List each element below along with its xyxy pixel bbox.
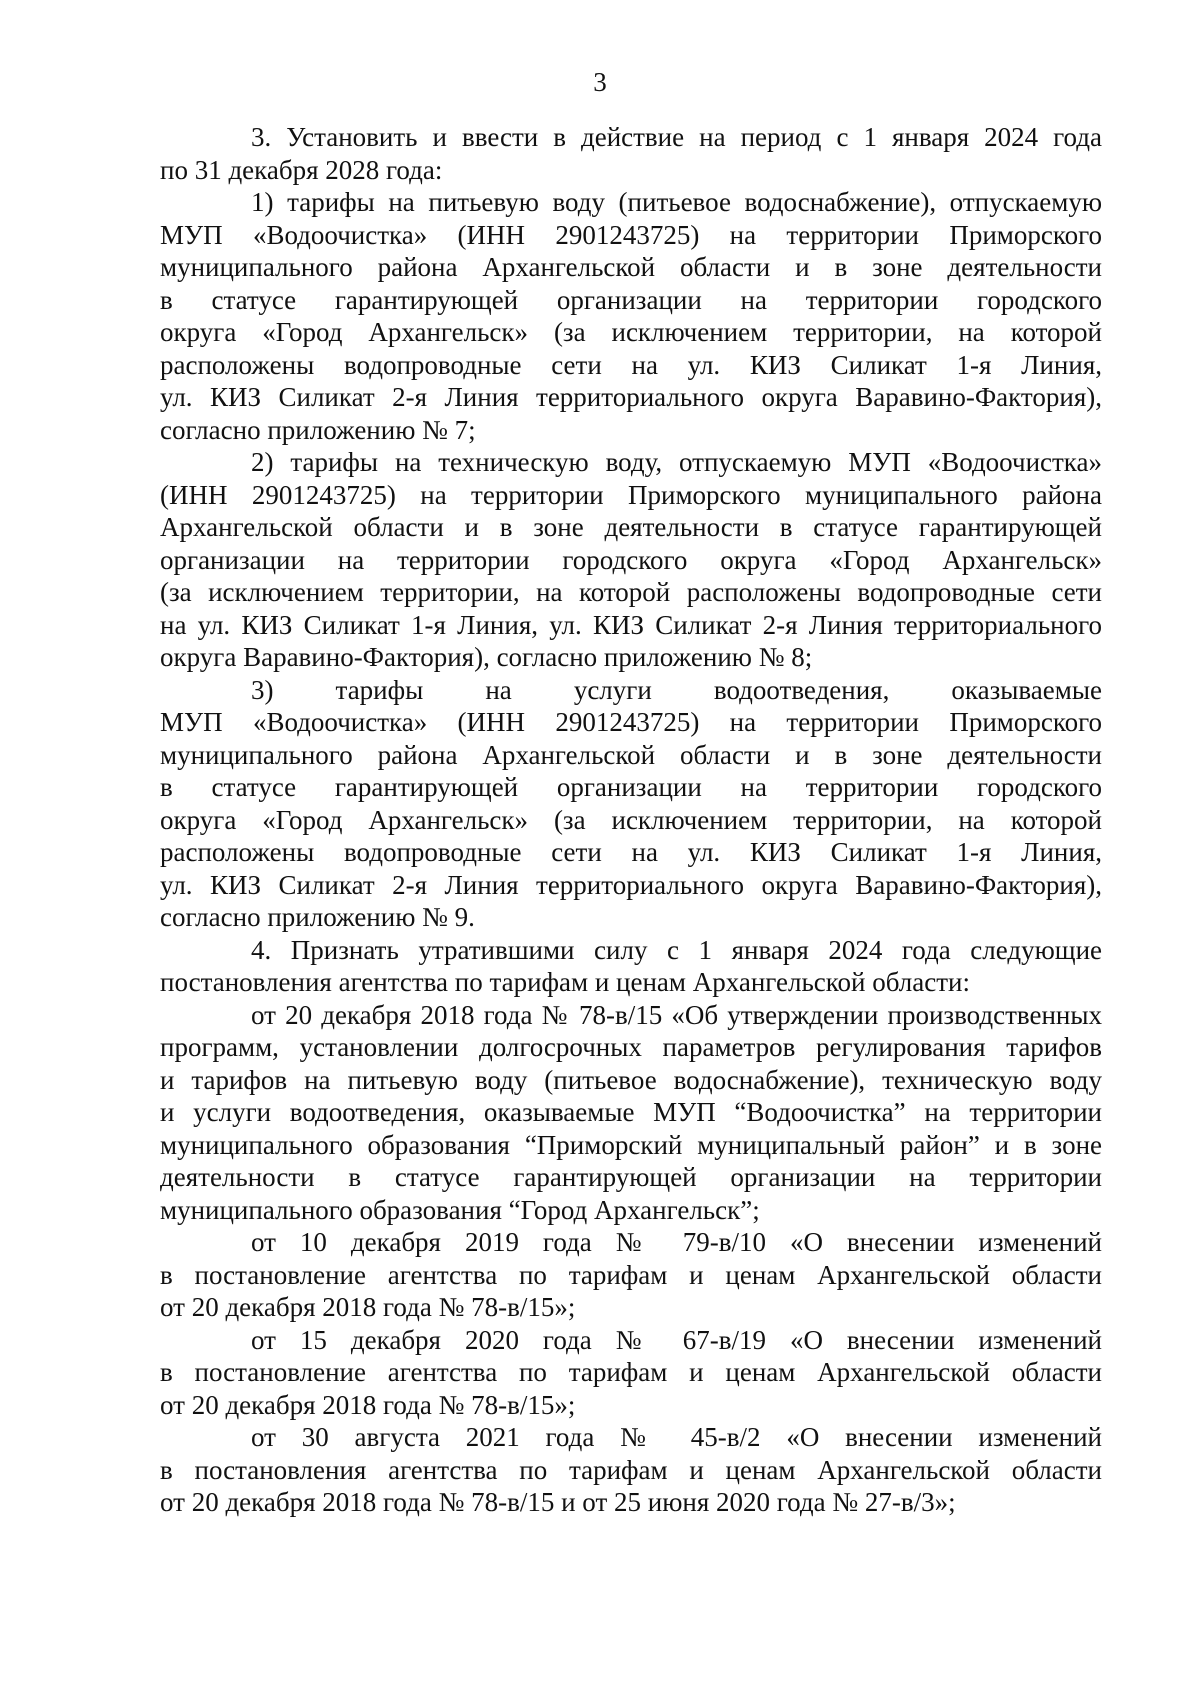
text-line: организации на территории городского округа «Город Архангельск» [160,544,1102,575]
text-line: от 20 декабря 2018 года № 78-в/15»; [160,1292,576,1322]
text-line: в постановление агентства по тарифам и ценам Архангельской области [160,1357,1102,1387]
text-line: МУП «Водоочистка» (ИНН 2901243725) на территории Приморского [160,219,1102,250]
text-line: (ИНН 2901243725) на территории Приморского муниципального района [160,479,1102,510]
text-line: по 31 декабря 2028 года: [160,154,443,185]
text-line: в постановления агентства по тарифам и ценам Архангельской области [160,1454,1102,1485]
text-line: от 20 декабря 2018 года № 78-в/15 «Об утверждении производственных [251,999,1102,1030]
text-line: постановления агентства по тарифам и ценам Архангельской области: [160,967,970,997]
text-line: Архангельской области и в зоне деятельности в статусе гарантирующей [160,512,1102,542]
text-line: 3. Установить и ввести в действие на период с 1 января 2024 года [251,122,1102,152]
text-line: в постановление агентства по тарифам и ценам Архангельской области [160,1259,1102,1290]
text-line: 2) тарифы на техническую воду, отпускаемую МУП «Водоочистка» [251,447,1102,477]
page-number: 3 [593,67,607,97]
text-line: муниципального района Архангельской области и в зоне деятельности [160,739,1102,770]
text-line: МУП «Водоочистка» (ИНН 2901243725) на территории Приморского [160,707,1102,737]
text-line: расположены водопроводные сети на ул. КИЗ Силикат 1-я Линия, [160,349,1102,380]
text-line: муниципального района Архангельской области и в зоне деятельности [160,252,1102,282]
text-line: в статусе гарантирующей организации на территории городского [160,284,1102,315]
text-line: муниципального образования “Город Архангельск”; [160,1194,760,1225]
text-line: от 15 декабря 2020 года № 67-в/19 «О внесении изменений [251,1324,1102,1355]
text-line: 1) тарифы на питьевую воду (питьевое водоснабжение), отпускаемую [251,187,1102,217]
text-line: и тарифов на питьевую воду (питьевое водоснабжение), техническую воду [160,1064,1102,1095]
text-line: от 20 декабря 2018 года № 78-в/15 и от 25 июня 2020 года № 27-в/3»; [160,1487,956,1517]
text-line: (за исключением территории, на которой расположены водопроводные сети [160,577,1102,607]
text-line: в статусе гарантирующей организации на территории городского [160,772,1102,802]
text-line: муниципального образования “Приморский муниципальный район” и в зоне [160,1129,1102,1160]
text-line: 3) тарифы на услуги водоотведения, оказываемые [251,674,1102,705]
text-line: ул. КИЗ Силикат 2-я Линия территориального округа Варавино-Фактория), [160,382,1102,412]
text-line: от 10 декабря 2019 года № 79-в/10 «О внесении изменений [251,1227,1102,1257]
text-line: от 30 августа 2021 года № 45-в/2 «О внесении изменений [251,1422,1102,1452]
text-line: согласно приложению № 9. [160,902,475,932]
text-line: ул. КИЗ Силикат 2-я Линия территориального округа Варавино-Фактория), [160,869,1102,900]
text-line: расположены водопроводные сети на ул. КИЗ Силикат 1-я Линия, [160,837,1102,867]
text-line: и услуги водоотведения, оказываемые МУП “Водоочистка” на территории [160,1097,1102,1127]
text-line: на ул. КИЗ Силикат 1-я Линия, ул. КИЗ Силикат 2-я Линия территориального [160,609,1102,640]
text-line: округа «Город Архангельск» (за исключением территории, на которой [160,804,1102,835]
text-line: 4. Признать утратившими силу с 1 января 2024 года следующие [251,934,1102,965]
text-line: округа Варавино-Фактория), согласно приложению № 8; [160,642,813,672]
document-body [160,121,1102,1519]
text-line: от 20 декабря 2018 года № 78-в/15»; [160,1389,576,1420]
text-line: деятельности в статусе гарантирующей организации на территории [160,1162,1102,1192]
text-line: согласно приложению № 7; [160,414,476,445]
text-line: округа «Город Архангельск» (за исключением территории, на которой [160,317,1102,347]
text-line: программ, установлении долгосрочных параметров регулирования тарифов [160,1032,1102,1062]
